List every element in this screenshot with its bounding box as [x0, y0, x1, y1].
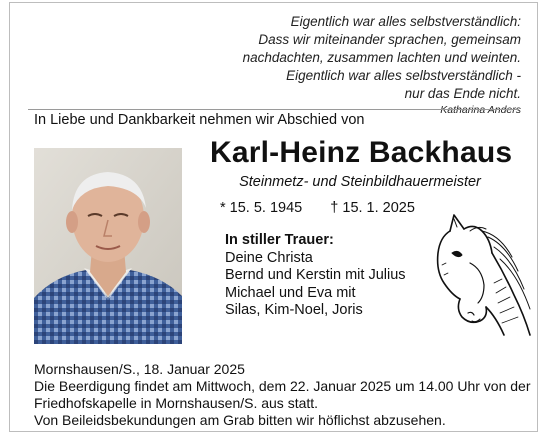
poem — [191, 13, 521, 117]
notice-line: Friedhofskapelle in Mornshausen/S. aus statt. — [34, 395, 319, 411]
deceased-profession: Steinmetz- und Steinbildhauermeister — [239, 174, 481, 190]
notice-line: Die Beerdigung findet am Mittwoch, dem 22. Januar 2025 um 14.00 Uhr von der — [34, 378, 531, 394]
obituary-card — [9, 2, 538, 432]
poem-line: nachdachten, zusammen lachten und weinten. — [242, 50, 521, 65]
deceased-name: Karl-Heinz Backhaus — [210, 136, 513, 169]
horse-head-icon — [430, 213, 535, 338]
poem-line: nur das Ende nicht. — [404, 86, 521, 101]
poem-author: Katharina Anders — [440, 104, 521, 116]
intro-text: In Liebe und Dankbarkeit nehmen wir Abschied von — [34, 112, 365, 128]
poem-line: Dass wir miteinander sprachen, gemeinsam — [258, 32, 521, 47]
mourner-line: Silas, Kim-Noel, Joris — [225, 302, 363, 318]
mourner-line: Deine Christa — [225, 249, 313, 266]
divider — [28, 109, 519, 110]
mourners — [225, 232, 406, 320]
funeral-notice — [34, 378, 531, 429]
notice-line: Von Beileidsbekundungen am Grab bitten wir höflichst abzusehen. — [34, 412, 446, 428]
poem-line: Eigentlich war alles selbstverständlich: — [290, 14, 521, 29]
poem-line: Eigentlich war alles selbstverständlich - — [286, 68, 521, 83]
death-date: † 15. 1. 2025 — [330, 200, 415, 216]
mourner-line: Michael und Eva mit — [225, 284, 356, 301]
life-dates — [220, 199, 415, 217]
mourner-line: Bernd und Kerstin mit Julius — [225, 267, 406, 283]
birth-date: * 15. 5. 1945 — [220, 200, 303, 216]
portrait-photo — [34, 148, 182, 344]
mourners-heading: In stiller Trauer: — [225, 232, 334, 248]
place-date: Mornshausen/S., 18. Januar 2025 — [34, 361, 245, 377]
